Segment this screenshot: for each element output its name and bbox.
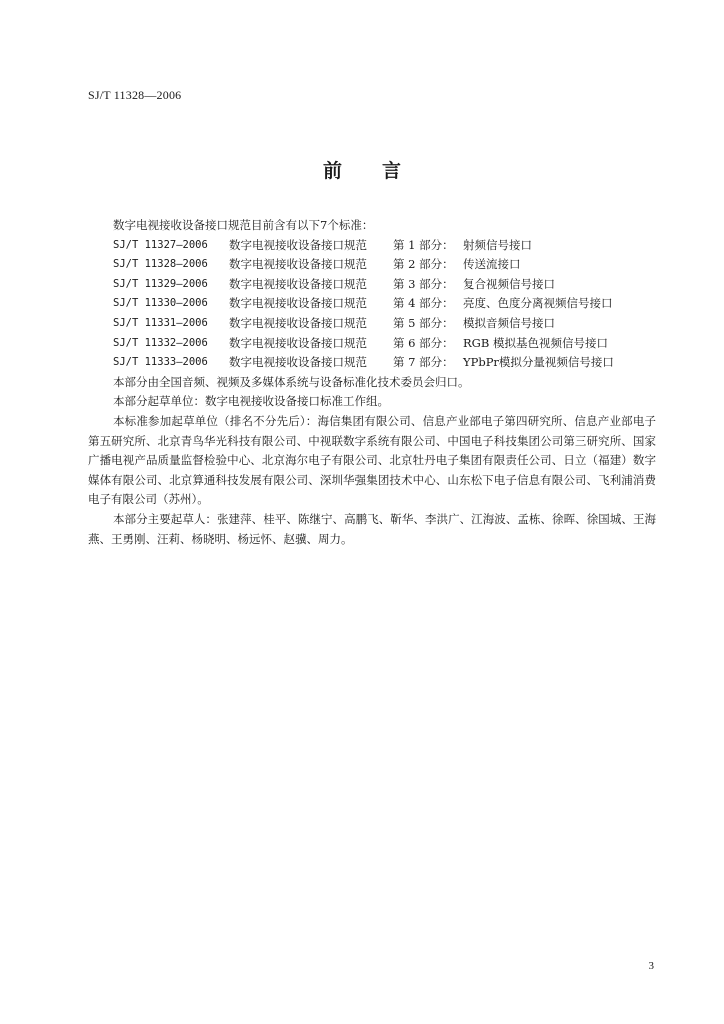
standard-number: SJ/T 11333—2006 (113, 356, 208, 369)
standard-row (88, 255, 656, 275)
standard-part: 第 3 部分： (393, 276, 454, 291)
standard-row (88, 236, 656, 256)
standard-row (88, 294, 656, 314)
standard-part: 第 2 部分： (393, 257, 454, 272)
participating-units-paragraph: 本标准参加起草单位（排名不分先后）：海信集团有限公司、信息产业部电子第四研究所、信息产业部电子第五研究所、北京青鸟华光科技有限公司、中视联数字系统有限公司、中国电子科技集团公司第三研究所、国家广播电视产品质量监督检验中心、北京海尔电子有限公司、北京牡丹电子集团有限责任公司、日立（福建）数字媒体有限公司、北京算通科技发展有限公司、深圳华强集团技术中心、山东松下电子信息有限公司、飞利浦消费电子有限公司（苏州）。 (88, 413, 656, 507)
standard-part: 第 1 部分： (393, 237, 454, 252)
standard-number: SJ/T 11330—2006 (113, 297, 208, 310)
standard-series: 数字电视接收设备接口规范 (229, 315, 367, 330)
standard-part: 第 4 部分： (393, 296, 454, 311)
standard-row (88, 275, 656, 295)
standard-number: SJ/T 11331—2006 (113, 316, 208, 329)
standard-topic: 复合视频信号接口 (463, 276, 555, 291)
standard-row (88, 334, 656, 354)
standard-topic: 亮度、色度分离视频信号接口 (463, 296, 613, 311)
standard-number: SJ/T 11327—2006 (113, 238, 208, 251)
page-number: 3 (648, 960, 654, 972)
standard-series: 数字电视接收设备接口规范 (229, 257, 367, 272)
standard-number: SJ/T 11332—2006 (113, 336, 208, 349)
standard-number: SJ/T 11329—2006 (113, 277, 208, 290)
standard-part: 第 7 部分： (393, 355, 454, 370)
standard-part: 第 5 部分： (393, 315, 454, 330)
standard-series: 数字电视接收设备接口规范 (229, 237, 367, 252)
standards-list (88, 236, 656, 373)
standard-topic: 传送流接口 (463, 257, 521, 272)
drafting-unit-paragraph: 本部分起草单位：数字电视接收设备接口标准工作组。 (113, 394, 389, 409)
standard-series: 数字电视接收设备接口规范 (229, 276, 367, 291)
standard-topic: 模拟音频信号接口 (463, 315, 555, 330)
standard-row (88, 353, 656, 373)
standard-topic: 射频信号接口 (463, 237, 532, 252)
standard-part: 第 6 部分： (393, 335, 454, 350)
standard-series: 数字电视接收设备接口规范 (229, 355, 367, 370)
standard-topic: RGB 模拟基色视频信号接口 (463, 335, 608, 350)
jurisdiction-paragraph: 本部分由全国音频、视频及多媒体系统与设备标准化技术委员会归口。 (113, 374, 470, 389)
standard-topic: YPbPr模拟分量视频信号接口 (463, 355, 614, 370)
standard-code-header: SJ/T 11328—2006 (88, 88, 182, 102)
intro-paragraph: 数字电视接收设备接口规范目前含有以下7个标准： (113, 218, 374, 232)
standard-series: 数字电视接收设备接口规范 (229, 296, 367, 311)
standard-row (88, 314, 656, 334)
standard-number: SJ/T 11328—2006 (113, 258, 208, 271)
drafters-paragraph: 本部分主要起草人：张建萍、桂平、陈继宁、高鹏飞、靳华、李洪广、江海波、孟栋、徐晖、徐国城、王海燕、王勇刚、汪莉、杨晓明、杨远怀、赵骥、周力。 (88, 511, 656, 546)
document-body (88, 216, 656, 549)
page-title: 前言 (322, 160, 441, 182)
standard-series: 数字电视接收设备接口规范 (229, 335, 367, 350)
